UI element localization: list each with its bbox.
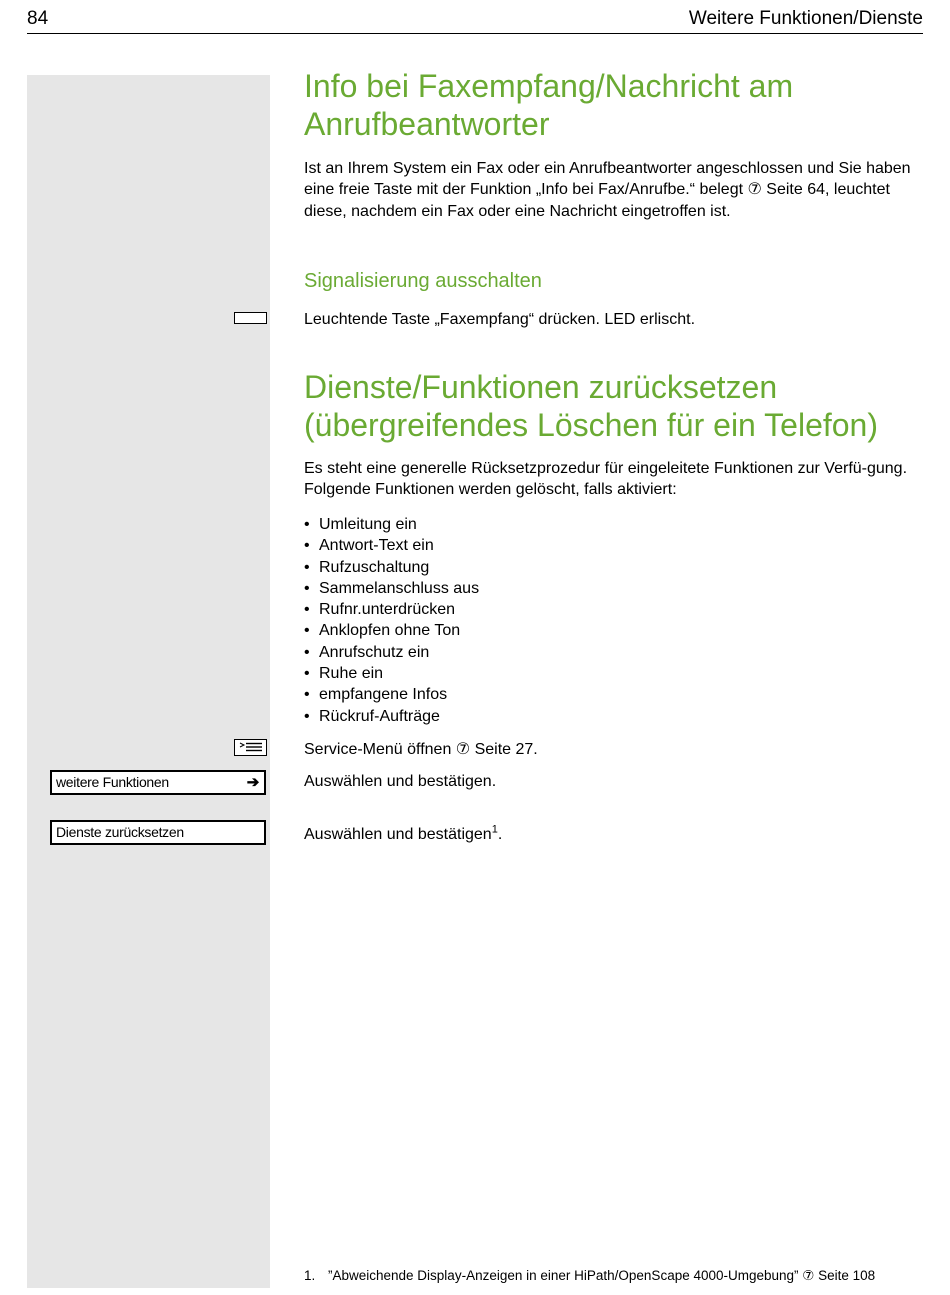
list-item: • Sammelanschluss aus (304, 578, 479, 599)
list-item: • Anrufschutz ein (304, 642, 479, 663)
list-item: • Anklopfen ohne Ton (304, 620, 479, 641)
section-body-reset-services: Es steht eine generelle Rücksetzprozedur für eingeleitete Funktionen zur Verfü-gung. Folgende Funktionen werden gelöscht, falls aktiviert: (304, 460, 908, 499)
section-title-fax-info: Info bei Faxempfang/Nachricht am Anrufbeantworter (304, 68, 794, 142)
reset-function-list (304, 514, 479, 727)
step-select-confirm-2 (304, 824, 924, 845)
footnote (304, 1268, 924, 1284)
list-item: • Umleitung ein (304, 514, 479, 535)
list-item: • Rufzuschaltung (304, 557, 479, 578)
menu-item-label: weitere Funktionen (56, 774, 169, 790)
list-item: • Rückruf-Aufträge (304, 706, 479, 727)
menu-key-icon (234, 739, 267, 756)
chapter-title: Weitere Funktionen/Dienste (688, 8, 923, 29)
step-press-fax-key: Leuchtende Taste „Faxempfang“ drücken. LED erlischt. (304, 311, 696, 328)
page-header (27, 6, 923, 34)
menu-item-label: Dienste zurücksetzen (56, 824, 184, 840)
list-item: • Rufnr.unterdrücken (304, 599, 479, 620)
step-text: Auswählen und bestätigen (304, 826, 492, 843)
page-number: 84 (27, 8, 49, 29)
sidebar-column (27, 75, 270, 1288)
section-body-fax-info: Ist an Ihrem System ein Fax oder ein Anrufbeantworter angeschlossen und Sie haben eine freie Taste mit der Funktion „Info bei Fax/Anrufbe.“ belegt ⑦ Seite 64, leuchtet diese, nachdem ein Fax oder eine Nachricht eingetroffen ist. (304, 160, 911, 220)
function-key-icon (234, 312, 267, 324)
list-item: • empfangene Infos (304, 684, 479, 705)
list-item: • Antwort-Text ein (304, 535, 479, 556)
footnote-ref: 1 (491, 823, 498, 836)
display-menu-weitere-funktionen (50, 770, 266, 795)
arrow-right-icon: ➔ (246, 774, 259, 791)
section-title-reset-services: Dienste/Funktionen zurücksetzen (übergreifendes Löschen für ein Telefon) (304, 369, 878, 443)
footnote-number: 1. (304, 1268, 316, 1283)
step-text-end: . (497, 826, 503, 843)
display-menu-dienste-zuruecksetzen (50, 820, 266, 845)
step-open-service-menu: Service-Menü öffnen ⑦ Seite 27. (304, 741, 538, 758)
list-item: • Ruhe ein (304, 663, 479, 684)
step-select-confirm-1: Auswählen und bestätigen. (304, 773, 497, 790)
footnote-text: ”Abweichende Display-Anzeigen in einer HiPath/OpenScape 4000-Umgebung” ⑦ Seite 108 (328, 1268, 876, 1283)
subsection-title-signal-off: Signalisierung ausschalten (304, 270, 542, 292)
